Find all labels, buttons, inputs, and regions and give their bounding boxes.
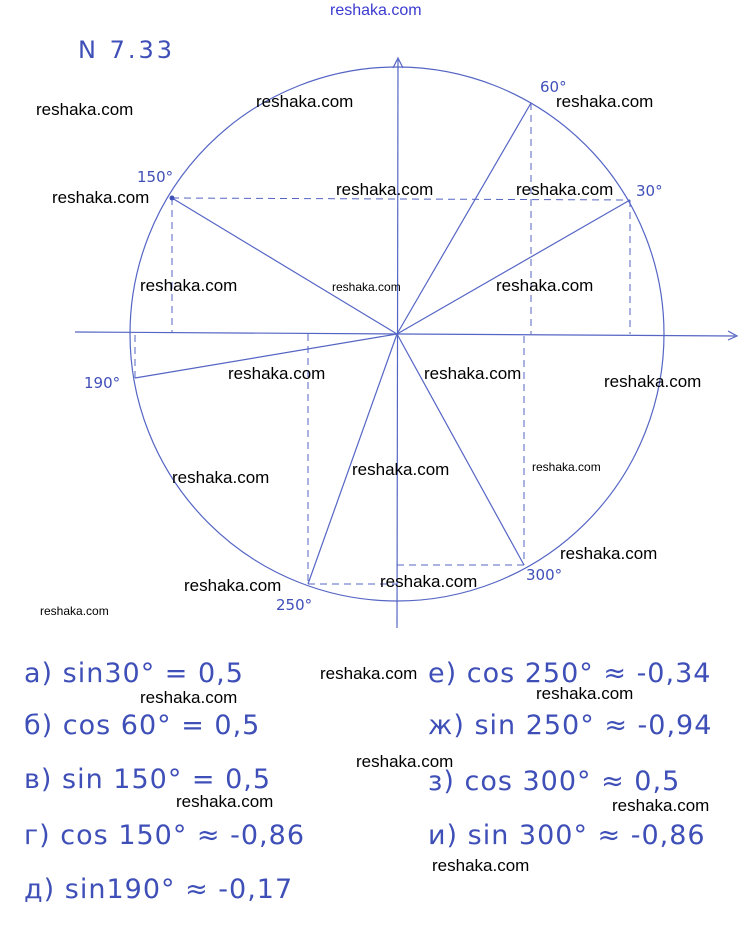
watermark: reshaka.com <box>496 276 594 295</box>
radius-30 <box>397 200 630 334</box>
watermark: reshaka.com <box>332 280 401 294</box>
watermark: reshaka.com <box>228 364 326 383</box>
watermark: reshaka.com <box>612 796 710 815</box>
label-30: 30° <box>636 182 663 200</box>
answer-a: а) sin30° = 0,5 <box>24 658 244 689</box>
watermark: reshaka.com <box>256 92 354 111</box>
answer-i: и) sin 300° ≈ -0,86 <box>428 820 706 851</box>
y-axis <box>397 60 398 628</box>
answer-b: б) cos 60° = 0,5 <box>24 710 261 741</box>
watermark: reshaka.com <box>604 372 702 391</box>
watermark: reshaka.com <box>336 180 434 199</box>
watermark: reshaka.com <box>536 684 634 703</box>
answer-v: в) sin 150° = 0,5 <box>24 764 272 795</box>
radius-150 <box>172 198 397 334</box>
label-250: 250° <box>276 596 313 614</box>
watermark: reshaka.com <box>184 576 282 595</box>
watermark: reshaka.com <box>380 572 478 591</box>
label-60: 60° <box>540 78 567 96</box>
watermark: reshaka.com <box>140 276 238 295</box>
watermark: reshaka.com <box>172 468 270 487</box>
watermark: reshaka.com <box>560 544 658 563</box>
watermark: reshaka.com <box>140 688 238 707</box>
watermark: reshaka.com <box>516 180 614 199</box>
watermark: reshaka.com <box>556 92 654 111</box>
watermark: reshaka.com <box>352 460 450 479</box>
watermark: reshaka.com <box>432 856 530 875</box>
label-150: 150° <box>137 168 174 186</box>
radius-60 <box>397 103 531 334</box>
watermark: reshaka.com <box>36 100 134 119</box>
label-300: 300° <box>526 566 563 584</box>
watermark: reshaka.com <box>40 604 109 618</box>
problem-number: N 7.33 <box>78 36 176 64</box>
x-axis <box>75 332 735 336</box>
answer-z: з) cos 300° ≈ 0,5 <box>428 766 681 797</box>
answer-zh: ж) sin 250° ≈ -0,94 <box>428 710 713 741</box>
watermark: reshaka.com <box>424 364 522 383</box>
watermark: reshaka.com <box>356 752 454 771</box>
watermark: reshaka.com <box>52 188 150 207</box>
label-190: 190° <box>84 374 121 392</box>
answer-d: д) sin190° ≈ -0,17 <box>24 874 294 905</box>
watermark: reshaka.com <box>320 664 418 683</box>
watermark: reshaka.com <box>176 792 274 811</box>
watermark: reshaka.com <box>532 460 601 474</box>
answer-g: г) cos 150° ≈ -0,86 <box>24 820 305 851</box>
answer-e: е) cos 250° ≈ -0,34 <box>428 658 712 689</box>
site-header[interactable]: reshaka.com <box>330 2 422 19</box>
